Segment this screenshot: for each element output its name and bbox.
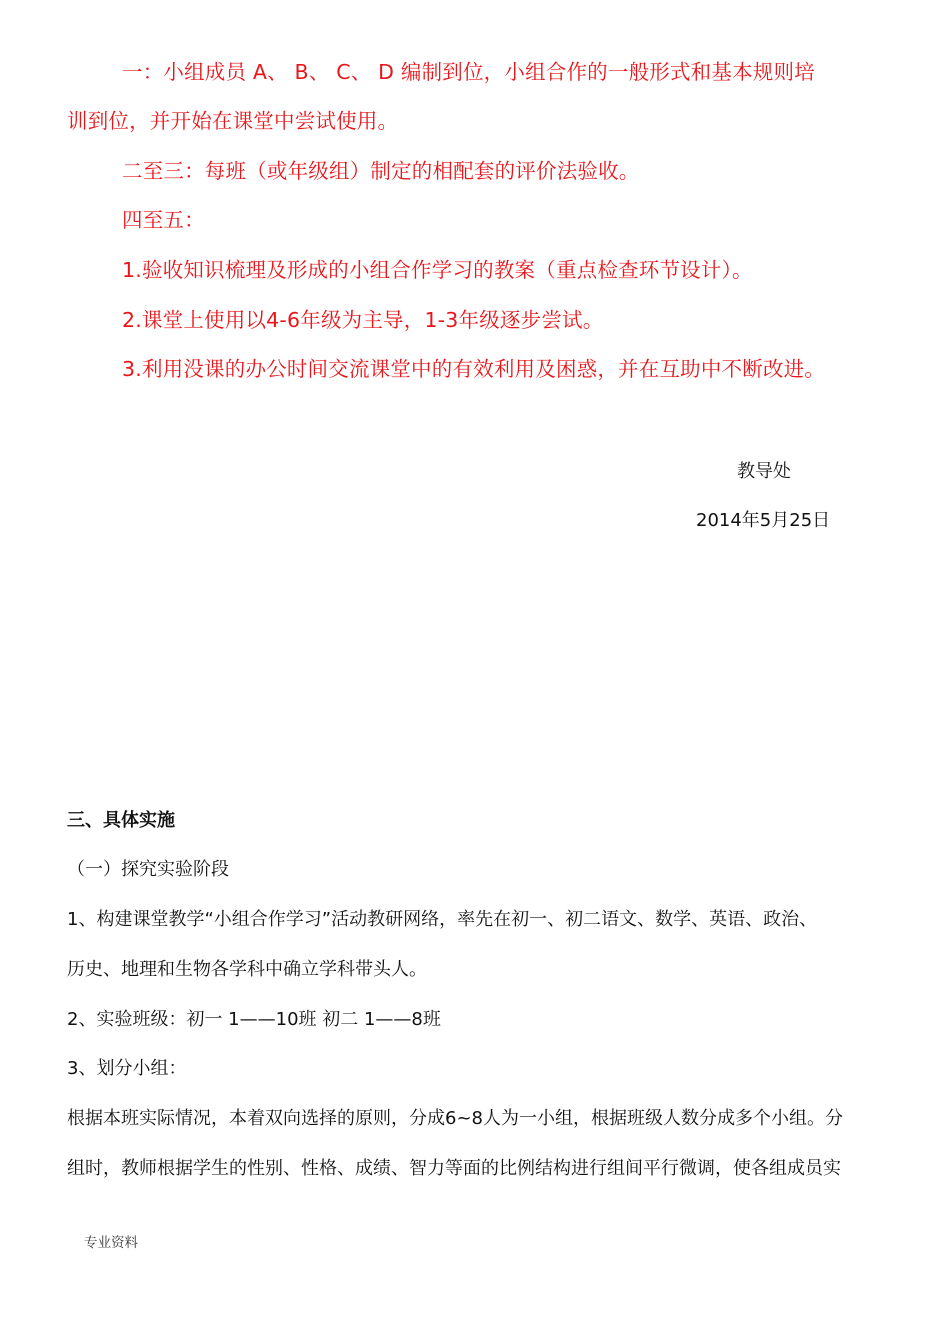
subsection-heading: （一）探究实验阶段 [67,859,229,880]
paragraph-4-line1: 根据本班实际情况，本着双向选择的原则，分成6~8人为一小组，根据班级人数分成多个小组。分 [67,1108,843,1129]
stage1-line2: 训到位，并开始在课堂中尝试使用。 [67,109,399,133]
paragraph-3: 3、划分小组： [67,1058,187,1079]
footer-label: 专业资料 [84,1235,138,1251]
plan-item-1: 1.验收知识梳理及形成的小组合作学习的教案（重点检查环节设计）。 [122,258,753,282]
paragraph-2: 2、实验班级：初一 1——10班 初二 1——8班 [67,1009,441,1030]
plan-item-2: 2.课堂上使用以4-6年级为主导，1-3年级逐步尝试。 [122,308,604,332]
signature-date: 2014年5月25日 [696,510,831,531]
paragraph-1-line2: 历史、地理和生物各学科中确立学科带头人。 [67,959,427,980]
plan-item-3: 3.利用没课的办公时间交流课堂中的有效利用及困惑，并在互助中不断改进。 [122,357,826,381]
paragraph-4-line2: 组时，教师根据学生的性别、性格、成绩、智力等面的比例结构进行组间平行微调，使各组成员实 [67,1158,841,1179]
paragraph-1-line1: 1、构建课堂教学“小组合作学习”活动教研网络，率先在初一、初二语文、数学、英语、政治、 [67,909,818,930]
stage1-line1: 一：小组成员 A、 B、 C、 D 编制到位，小组合作的一般形式和基本规则培 [122,60,815,84]
stage2-3-text: 二至三：每班（或年级组）制定的相配套的评价法验收。 [122,159,640,183]
signature-department: 教导处 [737,461,791,482]
stage4-5-heading: 四至五： [122,208,205,232]
section-heading: 三、具体实施 [67,810,175,831]
